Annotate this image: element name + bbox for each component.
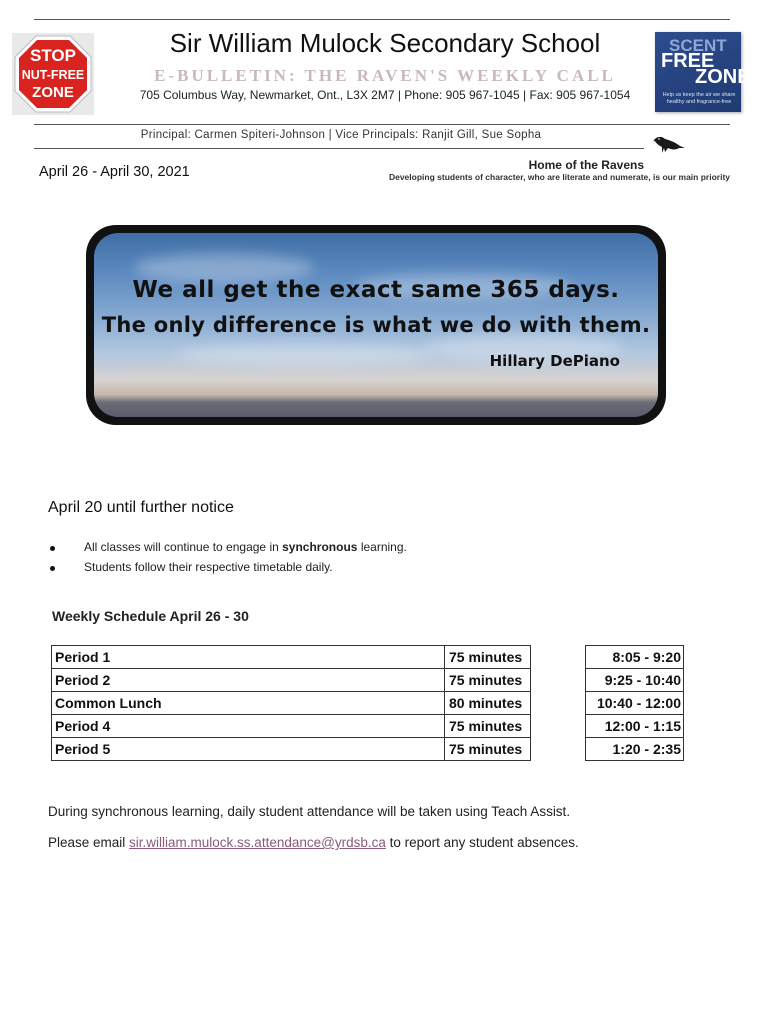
duration-cell: 75 minutes [445, 715, 531, 738]
home-of-ravens: Home of the Ravens [528, 158, 644, 172]
svg-text:ZONE: ZONE [32, 84, 74, 101]
school-name: Sir William Mulock Secondary School [169, 28, 601, 58]
attendance-email-link[interactable]: sir.william.mulock.ss.attendance@yrdsb.ca [129, 835, 386, 850]
quote-banner [86, 225, 666, 425]
school-motto: Developing students of character, who are literate and numerate, is our main priority [388, 172, 730, 182]
top-rule [34, 19, 730, 20]
table-row [52, 646, 684, 669]
table-row [52, 669, 684, 692]
scent-free-line1: SCENT [669, 36, 727, 55]
scent-free-line3: ZONE [695, 66, 751, 88]
schedule-heading: Weekly Schedule April 26 - 30 [52, 608, 249, 624]
time-cell: 12:00 - 1:15 [586, 715, 684, 738]
duration-cell: 75 minutes [445, 669, 531, 692]
period-cell: Period 2 [52, 669, 445, 692]
quote-line1: We all get the exact same 365 days. [132, 277, 620, 303]
time-cell: 9:25 - 10:40 [586, 669, 684, 692]
time-cell: 1:20 - 2:35 [586, 738, 684, 761]
header-divider [34, 124, 730, 125]
attendance-note: During synchronous learning, daily student attendance will be taken using Teach Assist. [48, 804, 571, 819]
quote-author: Hillary DePiano [489, 352, 620, 370]
table-row [52, 738, 684, 761]
duration-cell: 75 minutes [445, 646, 531, 669]
scent-free-line2: FREE [661, 50, 715, 72]
notice-heading: April 20 until further notice [48, 499, 234, 516]
quote-line2: The only difference is what we do with them. [101, 313, 651, 337]
raven-icon [652, 131, 686, 157]
principals-line: Principal: Carmen Spiteri-Johnson | Vice Principals: Ranjit Gill, Sue Sopha [140, 129, 542, 141]
notice-bullet-1: All classes will continue to engage in synchronous learning. [84, 540, 407, 554]
svg-text:NUT-FREE: NUT-FREE [21, 68, 85, 82]
notice-bullet-2: Students follow their respective timetable daily. [84, 560, 333, 574]
time-cell: 8:05 - 9:20 [586, 646, 684, 669]
scent-free-tagline: Help us keep the air we share healthy and fragrance-free [662, 92, 736, 105]
email-note: Please email sir.william.mulock.ss.attendance@yrdsb.ca to report any student absences. [48, 835, 579, 850]
duration-cell: 80 minutes [445, 692, 531, 715]
period-cell: Common Lunch [52, 692, 445, 715]
period-cell: Period 5 [52, 738, 445, 761]
bullet-icon [50, 566, 55, 571]
school-address: 705 Columbus Way, Newmarket, Ont., L3X 2M7 | Phone: 905 967-1045 | Fax: 905 967-1054 [139, 88, 631, 102]
bulletin-title: E-BULLETIN: THE RAVEN'S WEEKLY CALL [154, 66, 616, 85]
principal-divider [34, 148, 644, 149]
period-cell: Period 1 [52, 646, 445, 669]
duration-cell: 75 minutes [445, 738, 531, 761]
bulletin-dates: April 26 - April 30, 2021 [39, 164, 190, 180]
svg-text:STOP: STOP [30, 46, 76, 65]
bullet-icon [50, 546, 55, 551]
table-row [52, 715, 684, 738]
schedule-table [51, 645, 684, 761]
time-cell: 10:40 - 12:00 [586, 692, 684, 715]
table-row [52, 692, 684, 715]
period-cell: Period 4 [52, 715, 445, 738]
